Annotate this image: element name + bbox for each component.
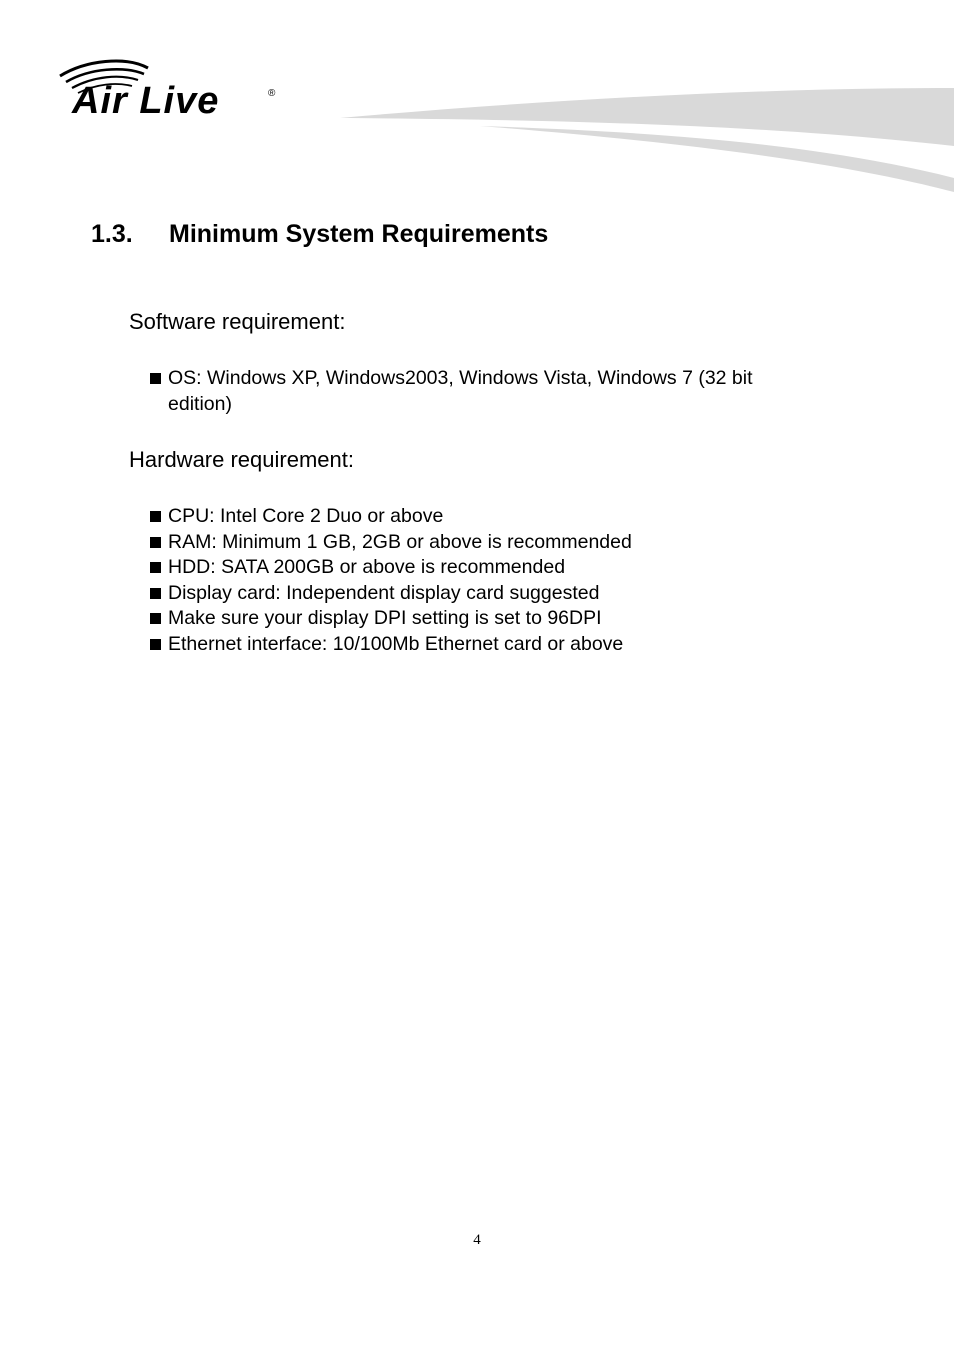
list-item xyxy=(148,632,632,658)
list-item-text: HDD: SATA 200GB or above is recommended xyxy=(168,556,566,579)
list-item-text-continued: edition) xyxy=(168,392,232,415)
square-bullet-icon xyxy=(150,537,161,548)
hardware-list xyxy=(148,504,632,658)
registered-mark: ® xyxy=(268,88,276,99)
list-item xyxy=(148,581,632,607)
list-item xyxy=(148,555,632,581)
list-item xyxy=(148,504,632,530)
list-item xyxy=(148,606,632,632)
page-header xyxy=(0,0,954,210)
list-item xyxy=(148,366,753,417)
list-item-text: CPU: Intel Core 2 Duo or above xyxy=(168,505,444,527)
software-list xyxy=(148,366,753,417)
software-heading: Software requirement: xyxy=(129,309,346,334)
square-bullet-icon xyxy=(150,639,161,650)
list-item-text: OS: Windows XP, Windows2003, Windows Vista, Windows 7 (32 bit xyxy=(168,367,753,389)
section-heading xyxy=(91,220,548,249)
list-item-text: RAM: Minimum 1 GB, 2GB or above is recommended xyxy=(168,530,632,553)
section-title-text: Minimum System Requirements xyxy=(169,220,549,248)
brand-wordmark: Air Live xyxy=(72,80,220,122)
square-bullet-icon xyxy=(150,511,161,522)
section-number: 1.3. xyxy=(91,220,133,248)
list-item-text: Display card: Independent display card suggested xyxy=(168,581,600,604)
hardware-heading: Hardware requirement: xyxy=(129,447,354,472)
header-swoosh-graphic xyxy=(340,80,954,200)
square-bullet-icon xyxy=(150,613,161,624)
airlive-logo xyxy=(56,58,286,128)
square-bullet-icon xyxy=(150,373,161,384)
list-item-text: Ethernet interface: 10/100Mb Ethernet card or above xyxy=(168,632,624,655)
square-bullet-icon xyxy=(150,588,161,599)
list-item-text: Make sure your display DPI setting is set to 96DPI xyxy=(168,607,602,630)
page-number: 4 xyxy=(473,1232,481,1248)
square-bullet-icon xyxy=(150,562,161,573)
list-item xyxy=(148,530,632,556)
